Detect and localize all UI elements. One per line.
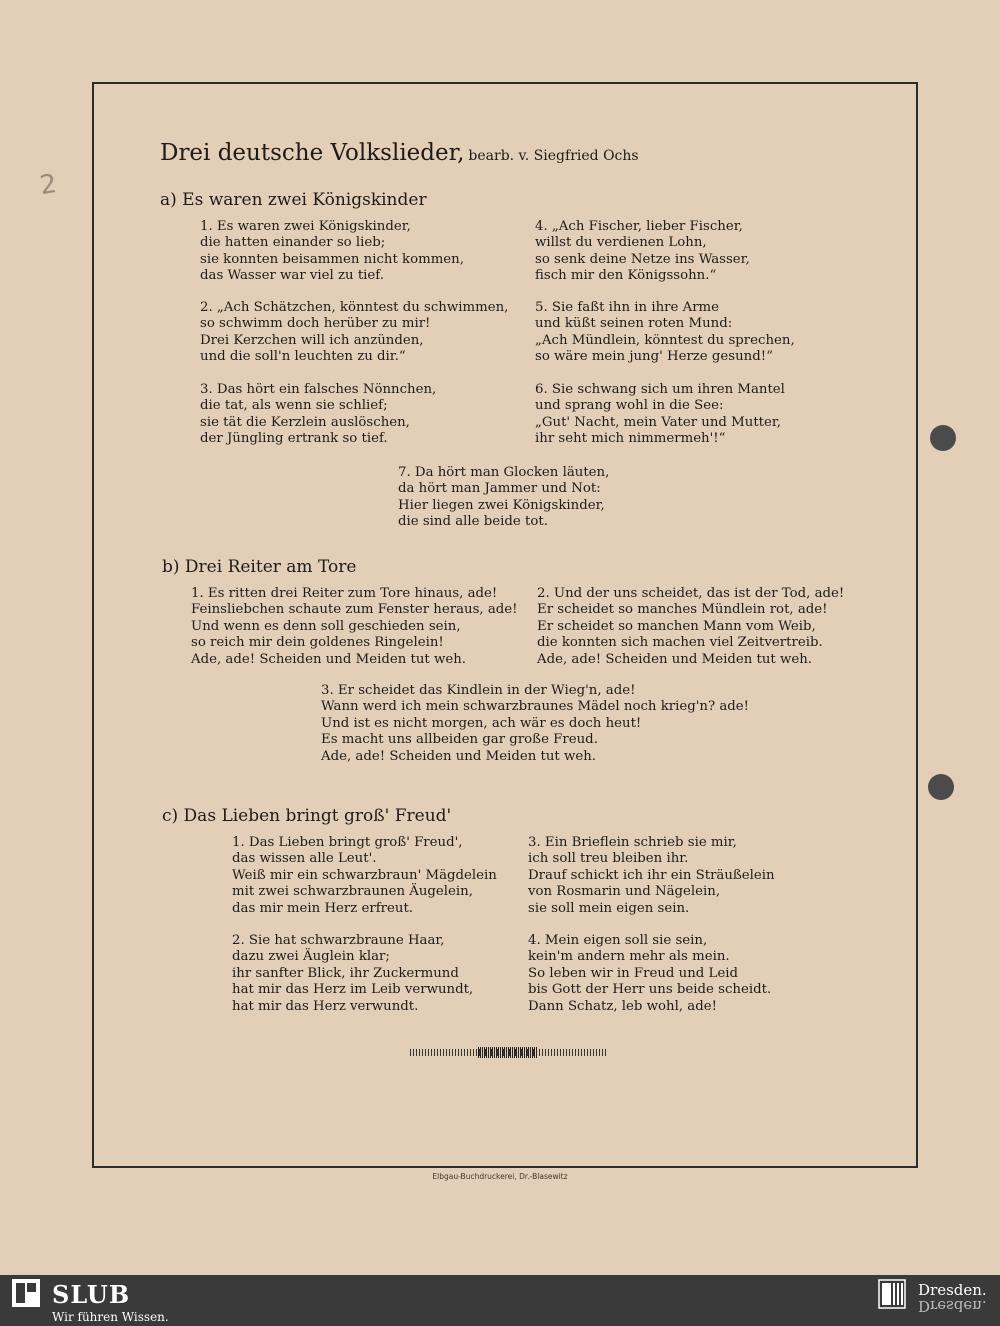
stanza-a7: 7. Da hört man Glocken läuten, da hört man Jammer und Not: Hier liegen zwei Königskinder, die sind alle beide tot.: [398, 465, 610, 530]
slub-logo-icon[interactable]: [12, 1279, 40, 1307]
punch-hole-lower: [928, 774, 954, 800]
stanza-a3: 3. Das hört ein falsches Nönnchen, die tat, als wenn sie schlief; sie tät die Kerzlein auslöschen, der Jüngling ertrank so tief.: [200, 382, 437, 447]
stanza-b1: 1. Es ritten drei Reiter zum Tore hinaus, ade! Feinsliebchen schaute zum Fenster heraus, ade! Und wenn es denn soll geschieden sein, so reich mir dein goldenes Ringelein! Ade, ade! Scheiden und Meiden tut weh.: [191, 586, 518, 667]
slub-tagline: Wir führen Wissen.: [52, 1310, 169, 1324]
stanza-a6: 6. Sie schwang sich um ihren Mantel und sprang wohl in die See: „Gut' Nacht, mein Vater und Mutter, ihr seht mich nimmermeh'!“: [535, 382, 785, 447]
dresden-wordmark[interactable]: Dresden.: [918, 1281, 987, 1299]
stanza-a1: 1. Es waren zwei Königskinder, die hatten einander so lieb; sie konnten beisammen nicht kommen, das Wasser war viel zu tief.: [200, 219, 464, 284]
page-title: [160, 140, 639, 166]
stanza-b2: 2. Und der uns scheidet, das ist der Tod, ade! Er scheidet so manches Mündlein rot, ade! Er scheidet so manchen Mann vom Weib, die konnten sich machen viel Zeitvertreib. Ade, ade! Scheiden und Meiden tut weh.: [537, 586, 845, 667]
decorative-rule-center: [478, 1047, 538, 1058]
stanza-c1: 1. Das Lieben bringt groß' Freud', das wissen alle Leut'. Weiß mir ein schwarzbraun' Mägdelein mit zwei schwarzbraunen Äugelein, das mir mein Herz erfreut.: [232, 835, 497, 916]
slub-name[interactable]: SLUB: [52, 1280, 131, 1309]
dresden-wordmark-reflection: Dresden.: [918, 1297, 987, 1315]
stanza-b3: 3. Er scheidet das Kindlein in der Wieg'n, ade! Wann werd ich mein schwarzbraunes Mädel noch krieg'n? ade! Und ist es nicht morgen, ach wär es doch heut! Es macht uns allbeiden gar große Freud. Ade, ade! Scheiden und Meiden tut weh.: [321, 683, 749, 764]
stanza-a4: 4. „Ach Fischer, lieber Fischer, willst du verdienen Lohn, so senk deine Netze ins Wasser, fisch mir den Königssohn.“: [535, 219, 750, 284]
title-arranger: bearb. v. Siegfried Ochs: [468, 148, 639, 164]
pencil-mark: 2: [37, 168, 59, 202]
dresden-coat-of-arms-icon[interactable]: [878, 1279, 906, 1309]
stanza-c3: 3. Ein Brieflein schrieb sie mir, ich soll treu bleiben ihr. Drauf schickt ich ihr ein Sträußelein von Rosmarin und Nägelein, sie soll mein eigen sein.: [528, 835, 775, 916]
section-heading-a: a) Es waren zwei Königskinder: [160, 190, 427, 210]
punch-hole-upper: [930, 425, 956, 451]
stanza-a2: 2. „Ach Schätzchen, könntest du schwimmen, so schwimm doch herüber zu mir! Drei Kerzchen will ich anzünden, und die soll'n leuchten zu dir.“: [200, 300, 509, 365]
stanza-a5: 5. Sie faßt ihn in ihre Arme und küßt seinen roten Mund: „Ach Mündlein, könntest du sprechen, so wäre mein jung' Herze gesund!“: [535, 300, 795, 365]
printer-imprint: Elbgau-Buchdruckerei, Dr.-Blasewitz: [432, 1172, 568, 1181]
title-text: Drei deutsche Volkslieder,: [160, 140, 465, 166]
section-heading-b: b) Drei Reiter am Tore: [162, 557, 357, 577]
section-heading-c: c) Das Lieben bringt groß' Freud': [162, 806, 452, 826]
stanza-c4: 4. Mein eigen soll sie sein, kein'm andern mehr als mein. So leben wir in Freud und Leid bis Gott der Herr uns beide scheidt. Dann Schatz, leb wohl, ade!: [528, 933, 772, 1014]
stanza-c2: 2. Sie hat schwarzbraune Haar, dazu zwei Äuglein klar; ihr sanfter Blick, ihr Zuckermund hat mir das Herz im Leib verwundt, hat mir das Herz verwundt.: [232, 933, 474, 1014]
